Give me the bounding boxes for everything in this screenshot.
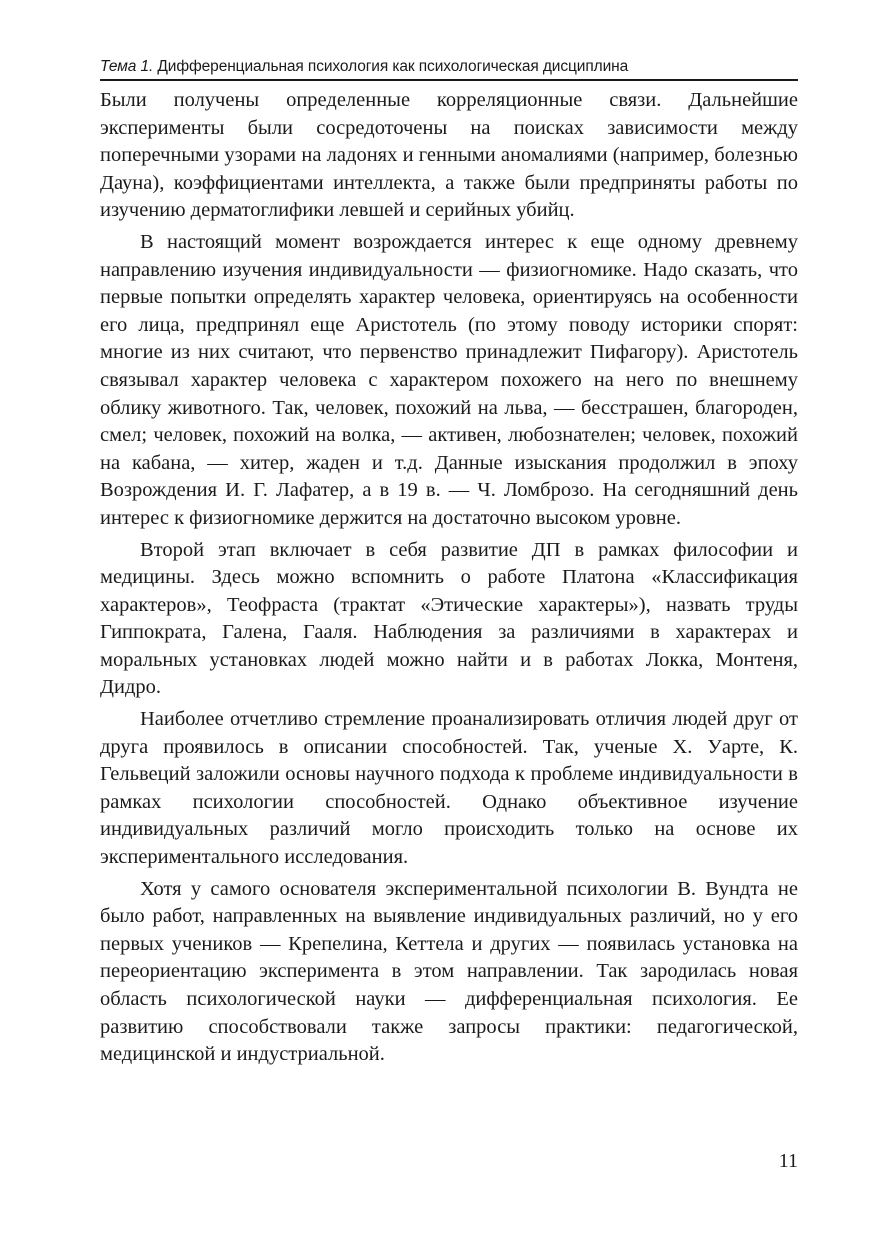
paragraph: Второй этап включает в себя развитие ДП в рамках философии и медицины. Здесь можно вспомнить о работе Платона «Классификация характеров», Теофраста (трактат «Этические характеры»), назвать труды Гиппократа, Галена, Гааля. Наблюдения за различиями в характерах и моральных установках людей можно найти и в работах Локка, Монтеня, Дидро. — [100, 538, 798, 699]
body-text — [100, 87, 798, 1069]
page-number: 11 — [778, 1150, 798, 1172]
running-header — [100, 58, 798, 81]
paragraph: В настоящий момент возрождается интерес к еще одному древнему направлению изучения индивидуальности — физиогномике. Надо сказать, что первые попытки определять характер человека, ориентируясь на особенности его лица, предпринял еще Аристотель (по этому поводу историки спорят: многие из них считают, что первенство принадлежит Пифагору). Аристотель связывал характер человека с характером похожего на него по внешнему облику животного. Так, человек, похожий на льва, — бесстрашен, благороден, смел; человек, похожий на волка, — активен, любознателен; человек, похожий на кабана, — хитер, жаден и т.д. Данные изыскания продолжил в эпоху Возрождения И. Г. Лафатер, а в 19 в. — Ч. Ломброзо. На сегодняшний день интерес к физиогномике держится на достаточно высоком уровне. — [100, 230, 798, 529]
header-topic: Тема 1. — [100, 58, 154, 75]
paragraph: Хотя у самого основателя экспериментальной психологии В. Вундта не было работ, направленных на выявление индивидуальных различий, но у его первых учеников — Крепелина, Кеттела и других — появилась установка на переориентацию эксперимента в этом направлении. Так зародилась новая область психологической науки — дифференциальная психология. Ее развитию способствовали также запросы практики: педагогической, медицинской и индустриальной. — [100, 877, 798, 1066]
paragraph: Были получены определенные корреляционные связи. Дальнейшие эксперименты были сосредоточены на поисках зависимости между поперечными узорами на ладонях и генными аномалиями (например, болезнью Дауна), коэффициентами интеллекта, а также были предприняты работы по изучению дерматоглифики левшей и серийных убийц. — [100, 89, 798, 222]
paragraph: Наиболее отчетливо стремление проанализировать отличия людей друг от друга проявилось в описании способностей. Так, ученые Х. Уарте, К. Гельвеций заложили основы научного подхода к проблеме индивидуальности в рамках психологии способностей. Однако объективное изучение индивидуальных различий могло происходить только на основе их экспериментального исследования. — [100, 708, 798, 869]
page-content — [100, 58, 798, 1073]
header-title: Дифференциальная психология как психологическая дисциплина — [153, 58, 629, 75]
